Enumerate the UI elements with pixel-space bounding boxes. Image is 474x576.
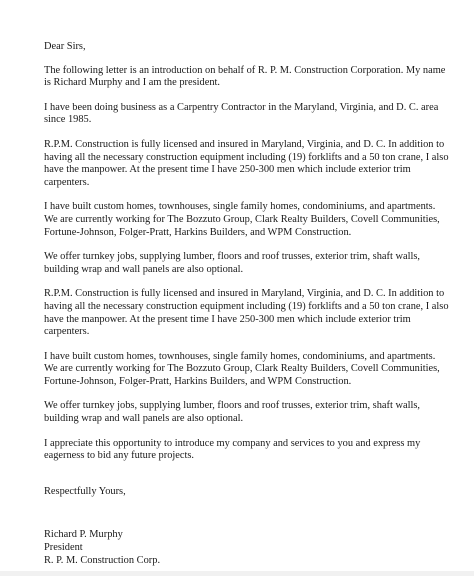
paragraph-projects: I have built custom homes, townhouses, single family homes, condominiums, and apartments. We are currently working for The Bozzuto Group, Clark Realty Builders, Covell Communities, Fortune-Johnson, Folger-Pratt, Harkins Builders, and WPM Construction. (44, 201, 440, 238)
paragraph-licensing-repeat: R.P.M. Construction is fully licensed and insured in Maryland, Virginia, and D. C. In addition to having all the necessary construction equipment including (19) forklifts and a 50 ton crane, I also have the manpower. At the present time I have 250-300 men which include exterior trim carpenters. (44, 288, 449, 338)
paragraph-appreciation: I appreciate this opportunity to introduce my company and services to you and express my eagerness to bid any future projects. (44, 437, 421, 462)
page-bottom-edge (0, 571, 474, 576)
paragraph-business-history: I have been doing business as a Carpentry Contractor in the Maryland, Virginia, and D. C. area since 1985. (44, 101, 439, 126)
signature-company: R. P. M. Construction Corp. (44, 554, 161, 566)
paragraph-services: We offer turnkey jobs, supplying lumber, floors and roof trusses, exterior trim, shaft walls, building wrap and wall panels are also optional. (44, 251, 421, 275)
paragraph-licensing: R.P.M. Construction is fully licensed and insured in Maryland, Virginia, and D. C. In addition to having all the necessary construction equipment including (19) forklifts and a 50 ton crane, I also have the manpower. At the present time I have 250-300 men which include exterior trim carpenters. (44, 138, 449, 188)
paragraph-projects-repeat: I have built custom homes, townhouses, single family homes, condominiums, and apartments. We are currently working for The Bozzuto Group, Clark Realty Builders, Covell Communities, Fortune-Johnson, Folger-Pratt, Harkins Builders, and WPM Construction. (44, 350, 440, 387)
letter-body (44, 41, 454, 567)
paragraph-services-repeat: We offer turnkey jobs, supplying lumber, floors and roof trusses, exterior trim, shaft walls, building wrap and wall panels are also optional. (44, 400, 421, 425)
signature-block (44, 529, 454, 567)
salutation: Dear Sirs, (44, 41, 86, 52)
paragraph-introduction: The following letter is an introduction on behalf of R. P. M. Construction Corporation. My name is Richard Murphy and I am the president. (44, 64, 446, 89)
closing: Respectfully Yours, (44, 485, 126, 497)
signature-name: Richard P. Murphy (44, 529, 123, 541)
signature-title: President (44, 542, 83, 554)
